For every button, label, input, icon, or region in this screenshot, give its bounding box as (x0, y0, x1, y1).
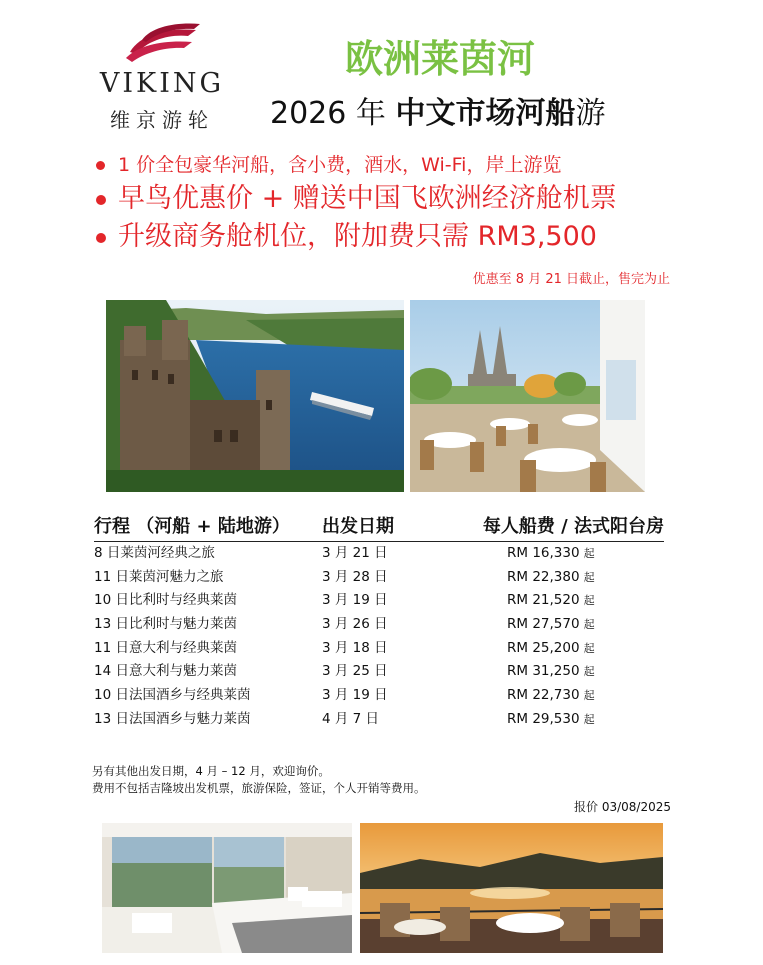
itinerary-cell: 8 日莱茵河经典之旅 (94, 545, 215, 561)
brand-name-chinese: 维京游轮 (110, 108, 214, 132)
terrace-cathedral-photo (410, 300, 645, 492)
table-row (94, 613, 664, 637)
price-value: RM 22,380 (507, 568, 580, 585)
itinerary-cell: 10 日法国酒乡与经典莱茵 (94, 687, 251, 704)
price-value: RM 16,330 (507, 545, 580, 561)
table-header (94, 513, 664, 542)
sunset-deck-photo (360, 823, 663, 953)
date-cell: 3 月 25 日 (322, 663, 388, 680)
itinerary-cell: 13 日法国酒乡与魅力莱茵 (94, 710, 251, 727)
price-value: RM 22,730 (507, 687, 580, 704)
price-cell (440, 566, 664, 590)
price-suffix: 起 (583, 712, 595, 726)
price-suffix: 起 (583, 570, 595, 584)
highlight-item: 早鸟优惠价 + 赠送中国飞欧洲经济舱机票 (96, 180, 736, 218)
footnote-line: 费用不包括吉隆坡出发机票，旅游保险，签证，个人开销等费用。 (92, 781, 426, 795)
price-value: RM 29,530 (507, 710, 580, 727)
itinerary-cell: 13 日比利时与魅力莱茵 (94, 616, 237, 633)
footnotes (92, 763, 426, 797)
price-cell (440, 542, 664, 566)
itinerary-cell: 14 日意大利与魅力莱茵 (94, 663, 237, 680)
price-cell (440, 684, 664, 708)
price-cell (440, 637, 664, 661)
price-value: RM 25,200 (507, 639, 580, 656)
castle-river-photo (106, 300, 404, 492)
longship-icon (122, 22, 202, 66)
highlight-item: 升级商务舱机位，附加费只需 RM3,500 (96, 218, 736, 256)
subtitle-bold: 中文市场河船 (395, 96, 576, 131)
subtitle-tail: 游 (575, 96, 606, 131)
table-row (94, 566, 664, 590)
stateroom-photo (102, 823, 352, 953)
itinerary-table (94, 513, 664, 732)
table-row (94, 542, 664, 566)
promo-deadline-note: 优惠至 8 月 21 日截止，售完为止 (472, 272, 670, 287)
date-cell: 3 月 19 日 (322, 687, 388, 704)
date-cell: 3 月 26 日 (322, 616, 388, 633)
quote-date: 报价 03/08/2025 (574, 800, 671, 814)
viking-logo (92, 22, 232, 132)
date-cell: 4 月 7 日 (322, 710, 380, 727)
table-row (94, 684, 664, 708)
brand-name: VIKING (99, 68, 225, 99)
price-value: RM 27,570 (507, 616, 580, 633)
price-suffix: 起 (583, 594, 595, 608)
price-suffix: 起 (583, 689, 595, 703)
price-cell (440, 708, 664, 732)
header-price: 每人船费 / 法式阳台房 (482, 516, 664, 537)
price-suffix: 起 (583, 618, 595, 632)
table-row (94, 708, 664, 732)
price-value: RM 31,250 (507, 663, 580, 680)
price-cell (440, 589, 664, 613)
itinerary-cell: 11 日莱茵河魅力之旅 (94, 568, 224, 585)
date-cell: 3 月 28 日 (322, 568, 388, 585)
highlights-list (96, 150, 736, 256)
price-suffix: 起 (583, 641, 595, 655)
price-value: RM 21,520 (507, 592, 580, 609)
date-cell: 3 月 18 日 (322, 639, 388, 656)
header-departure: 出发日期 (322, 516, 394, 537)
highlight-item: 1 价全包豪华河船，含小费，酒水，Wi-Fi，岸上游览 (96, 150, 736, 180)
price-suffix: 起 (583, 665, 595, 679)
price-suffix: 起 (583, 547, 595, 560)
subtitle-year-suffix: 年 (355, 96, 386, 131)
footnote-line: 另有其他出发日期，4 月 – 12 月，欢迎询价。 (92, 764, 330, 778)
price-cell (440, 660, 664, 684)
date-cell: 3 月 21 日 (322, 545, 388, 561)
header-itinerary: 行程 （河船 + 陆地游） (94, 516, 290, 537)
itinerary-cell: 10 日比利时与经典莱茵 (94, 592, 237, 609)
page-title: 欧洲莱茵河 (344, 37, 535, 81)
table-row (94, 637, 664, 661)
date-cell: 3 月 19 日 (322, 592, 388, 609)
table-row (94, 589, 664, 613)
itinerary-cell: 11 日意大利与经典莱茵 (94, 639, 237, 656)
table-row (94, 660, 664, 684)
price-cell (440, 613, 664, 637)
page-subtitle (270, 88, 690, 132)
subtitle-year: 2026 (270, 96, 347, 131)
